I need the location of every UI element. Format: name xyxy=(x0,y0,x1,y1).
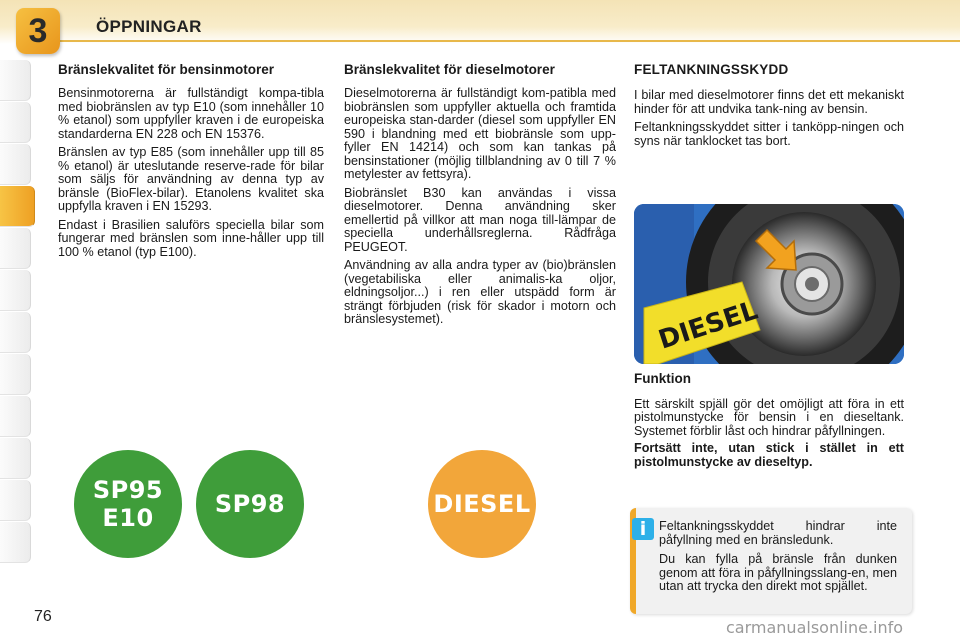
side-tab-5[interactable] xyxy=(0,228,31,269)
fuel-filler-illustration xyxy=(634,204,904,364)
diesel-fuel-section xyxy=(344,62,616,332)
side-tab-8[interactable] xyxy=(0,354,31,395)
sp95-e10-fuel-badge xyxy=(74,450,182,558)
misfuel-paragraph-1: I bilar med dieselmotorer finns det ett mekaniskt hinder för att undvika tank-ning av bensin. xyxy=(634,88,904,116)
petrol-paragraph-1: Bensinmotorerna är fullständigt kompa-tibla med biobränslen av typ E10 (som innehåller 10 % etanol) som uppfyller kraven i de europeiska standarderna EN 228 och EN 15376. xyxy=(58,86,324,141)
sp98-fuel-badge xyxy=(196,450,304,558)
diesel-paragraph-3: Användning av alla andra typer av (bio)bränslen (vegetabiliska eller animalis-ka oljor, eldningsoljor...) i ren eller utspädd form är strängt förbjuden (risk för skador i motorn och bränslesystemet). xyxy=(344,258,616,326)
side-tab-9[interactable] xyxy=(0,396,31,437)
diesel-paragraph-1: Dieselmotorerna är fullständigt kom-patibla med biobränslen som uppfyller aktuella och framtida europeiska stan-darder (diesel som uppfyller EN 590 i blandning med ett biobränsle som upp-fyller EN 14214) och som kan tankas på bensinstationer (möjlig tillblandning av 0 till 7 % metylester av fettsyra). xyxy=(344,86,616,181)
fuel-filler-photo xyxy=(634,204,904,364)
info-text xyxy=(659,520,897,600)
petrol-fuel-section xyxy=(58,62,324,264)
misfuel-protection-section xyxy=(634,62,904,153)
misfuel-heading: FELTANKNINGSSKYDD xyxy=(634,62,789,77)
header-divider xyxy=(60,40,960,42)
function-warning: Fortsätt inte, utan stick i stället in ett pistolmunstycke av dieseltyp. xyxy=(634,441,904,469)
side-tab-10[interactable] xyxy=(0,438,31,479)
watermark: carmanualsonline.info xyxy=(726,618,904,637)
info-paragraph-1: Feltankningsskyddet hindrar inte påfyllning med en bränsledunk. xyxy=(659,519,897,547)
sp98-label: SP98 xyxy=(214,490,286,518)
chapter-title: ÖPPNINGAR xyxy=(96,17,202,36)
diesel-label: DIESEL xyxy=(433,490,531,518)
petrol-paragraph-2: Bränslen av typ E85 (som innehåller upp till 85 % etanol) är uteslutande reserve-rade för bilar som säljs för användning av denna typ av bränsle (BioFlex-bilar). Etanolens kvalitet ska uppfylla kraven i EN 15293. xyxy=(58,145,324,213)
side-tab-1[interactable] xyxy=(0,60,31,101)
diesel-paragraph-2: Biobränslet B30 kan användas i vissa dieselmotorer. Denna användning sker emellertid på villkor att man noga till-lämpar de speciella underhållsreglerna. Rådfråga PEUGEOT. xyxy=(344,185,616,254)
petrol-heading: Bränslekvalitet för bensinmotorer xyxy=(58,62,275,77)
function-section xyxy=(634,372,904,473)
side-tab-4-active[interactable] xyxy=(0,186,35,227)
side-tab-6[interactable] xyxy=(0,270,31,311)
info-paragraph-2: Du kan fylla på bränsle från dunken genom att föra in påfyllningsslang-en, men utan att trycka den direkt mot spjället. xyxy=(659,552,897,593)
diesel-heading: Bränslekvalitet för dieselmotorer xyxy=(344,62,555,77)
diesel-label-text: DIESEL xyxy=(655,295,762,356)
function-heading: Funktion xyxy=(634,371,691,386)
side-tab-7[interactable] xyxy=(0,312,31,353)
diesel-fuel-badge xyxy=(428,450,536,558)
side-tab-12[interactable] xyxy=(0,522,31,563)
page-number: 76 xyxy=(34,608,52,625)
side-tab-11[interactable] xyxy=(0,480,31,521)
chapter-badge: 3 xyxy=(16,8,60,54)
info-icon: i xyxy=(632,518,654,540)
petrol-paragraph-3: Endast i Brasilien saluförs speciella bilar som fungerar med bränslen som inne-håller upp till 100 % etanol (typ E100). xyxy=(58,217,324,259)
side-tab-2[interactable] xyxy=(0,102,31,143)
function-paragraph-1: Ett särskilt spjäll gör det omöjligt att föra in ett pistolmunstycke för bensin i en dieseltank. Systemet förblir låst och hindrar påfyllningen. xyxy=(634,396,904,438)
side-tab-3[interactable] xyxy=(0,144,31,185)
sp95-label: SP95 xyxy=(92,476,164,504)
e10-label: E10 xyxy=(102,504,154,532)
misfuel-paragraph-2: Feltankningsskyddet sitter i tanköpp-ningen och syns när tanklocket tas bort. xyxy=(634,120,904,148)
